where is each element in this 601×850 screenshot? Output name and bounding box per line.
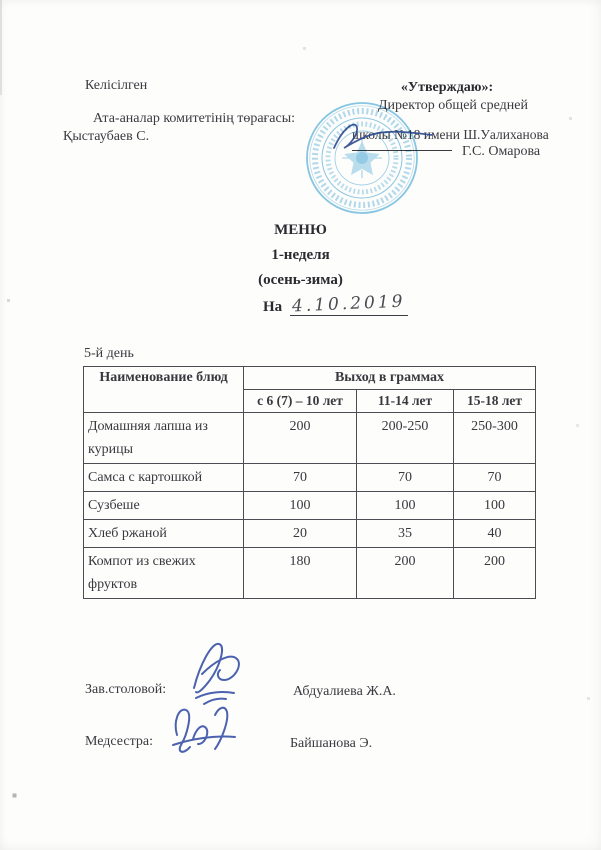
dish-grams: 40 [454,520,536,548]
menu-title: МЕНЮ [274,222,327,238]
date-underline [290,291,408,317]
column-header-age-3: 15-18 лет [454,390,536,413]
dish-grams: 200 [454,548,536,599]
dish-name: Домашняя лапша из курицы [84,413,244,464]
date-label: На [263,299,283,315]
dish-name: Хлеб ржаной [84,520,244,548]
dish-grams: 200 [244,413,357,464]
canteen-manager-name: Абдуалиева Ж.А. [293,684,396,699]
director-title-line1: Директор общей средней [378,98,528,113]
dish-grams: 200 [357,548,454,599]
approved-label: «Утверждаю»: [400,80,494,95]
canteen-manager-signature-ink [186,636,252,710]
scan-noise-specks [0,0,1,1]
committee-chair-name: Қыстаубаев С. [63,129,150,144]
school-name-line: школы №18 имени Ш.Уалиханова [352,127,549,142]
dish-grams: 70 [454,464,536,492]
scan-edge-artifact [0,0,2,95]
nurse-name: Байшанова Э. [290,736,373,751]
dish-grams: 200-250 [357,413,454,464]
dish-name: Самса с картошкой [84,464,244,492]
dish-grams: 35 [357,520,454,548]
dish-grams: 100 [244,492,357,520]
day-label: 5-й день [84,346,134,361]
dish-name: Компот из свежих фруктов [84,548,244,599]
column-header-dish: Наименование блюд [84,367,244,413]
dish-grams: 250-300 [454,413,536,464]
table-row [84,492,536,520]
table-row [84,464,536,492]
director-name: Г.С. Омарова [462,144,541,159]
week-subtitle: 1-неделя [271,247,330,263]
nurse-role: Медсестра: [85,734,153,749]
dish-grams: 100 [454,492,536,520]
dish-grams: 100 [357,492,454,520]
table-row [84,548,536,599]
canteen-manager-role: Зав.столовой: [85,682,167,697]
column-header-age-2: 11-14 лет [357,390,454,413]
dish-grams: 70 [244,464,357,492]
season-subtitle: (осень-зима) [258,272,343,288]
menu-table [83,366,536,599]
parent-committee-line: Ата-аналар комитетінің төрағасы: [93,111,296,126]
handwritten-date: 4.10.2019 [292,291,407,317]
agreed-label: Келісілген [85,78,148,93]
dish-grams: 70 [357,464,454,492]
dish-grams: 180 [244,548,357,599]
column-header-output-group: Выход в граммах [244,367,536,390]
school-round-stamp [305,101,419,215]
date-row [263,291,408,317]
column-header-age-1: с 6 (7) – 10 лет [244,390,357,413]
nurse-signature-ink [163,701,241,761]
table-row [84,520,536,548]
dish-grams: 20 [244,520,357,548]
dish-name: Сузбеше [84,492,244,520]
table-row [84,413,536,464]
table-header-row-1 [84,367,536,390]
